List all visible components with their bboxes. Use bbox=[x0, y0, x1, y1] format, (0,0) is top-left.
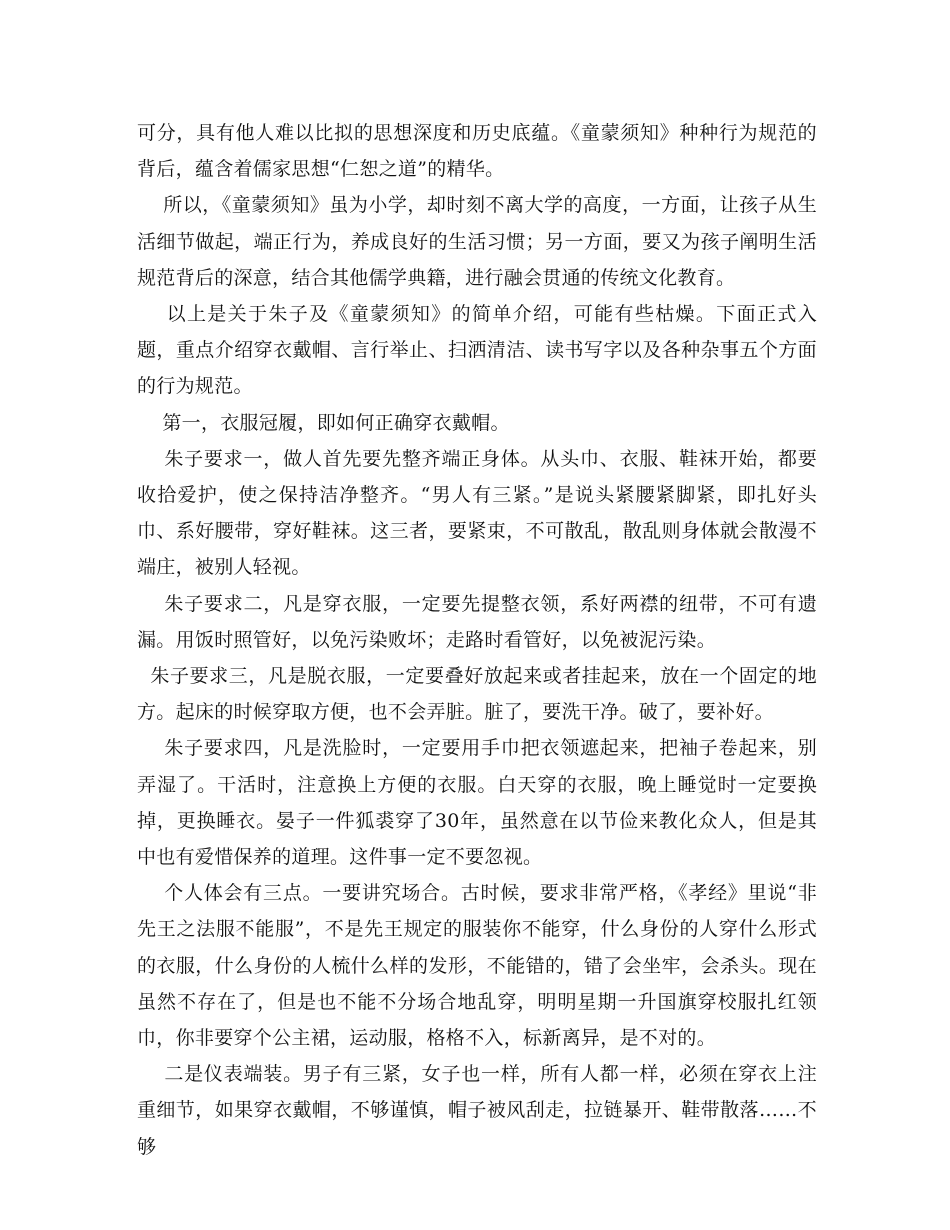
paragraph-requirement-4: 朱子要求四，凡是洗脸时，一定要用手巾把衣领遮起来，把袖子卷起来，别弄湿了。干活时，注意换上方便的衣服。白天穿的衣服，晚上睡觉时一定要换掉，更换睡衣。晏子一件狐裘穿了30年，虽然意在以节俭来教化众人，但是其中也有爱惜保养的道理。这件事一定不要忽视。 bbox=[137, 737, 818, 869]
paragraph-requirement-2: 朱子要求二，凡是穿衣服，一定要先提整衣领，系好两襟的纽带，不可有遗漏。用饭时照管好，以免污染败坏；走路时看管好，以免被泥污染。 bbox=[137, 592, 818, 651]
paragraph-requirement-3: 朱子要求三，凡是脱衣服，一定要叠好放起来或者挂起来，放在一个固定的地方。起床的时候穿取方便，也不会弄脏。脏了，要洗干净。破了，要补好。 bbox=[137, 665, 818, 724]
paragraph-intro: 以上是关于朱子及《童蒙须知》的简单介绍，可能有些枯燥。下面正式入题，重点介绍穿衣戴帽、言行举止、扫洒清洁、读书写字以及各种杂事五个方面的行为规范。 bbox=[137, 303, 817, 398]
paragraph-continuation: 可分，具有他人难以比拟的思想深度和历史底蕴。《童蒙须知》种种行为规范的背后，蕴含着儒家思想“仁恕之道”的精华。 bbox=[137, 122, 817, 181]
paragraph-reflection-1: 个人体会有三点。一要讲究场合。古时候，要求非常严格，《孝经》里说“非先王之法服不能服”，不是先王规定的服装你不能穿，什么身份的人穿什么形式的衣服，什么身份的人梳什么样的发形，不能错的，错了会坐牢，会杀头。现在虽然不存在了，但是也不能不分场合地乱穿，明明星期一升国旗穿校服扎红领巾，你非要穿个公主裙，运动服，格格不入，标新离异，是不对的。 bbox=[137, 882, 818, 1050]
paragraph-requirement-1: 朱子要求一，做人首先要先整齐端正身体。从头巾、衣服、鞋袜开始，都要收拾爱护，使之保持洁净整齐。“男人有三紧。”是说头紧腰紧脚紧，即扎好头巾、系好腰带，穿好鞋袜。这三者，要紧束，不可散乱，散乱则身体就会散漫不端庄，被别人轻视。 bbox=[137, 447, 818, 579]
paragraph-summary: 所以，《童蒙须知》虽为小学，却时刻不离大学的高度，一方面，让孩子从生活细节做起，端正行为，养成良好的生活习惯；另一方面，要又为孩子阐明生活规范背后的深意，结合其他儒学典籍，进行融会贯通的传统文化教育。 bbox=[137, 194, 817, 289]
paragraph-reflection-2: 二是仪表端装。男子有三紧，女子也一样，所有人都一样，必须在穿衣上注重细节，如果穿衣戴帽，不够谨慎，帽子被风刮走，拉链暴开、鞋带散落……不够 bbox=[137, 1063, 818, 1158]
body-text bbox=[137, 115, 817, 1165]
paragraph-section-heading: 第一，衣服冠履，即如何正确穿衣戴帽。 bbox=[137, 411, 510, 434]
